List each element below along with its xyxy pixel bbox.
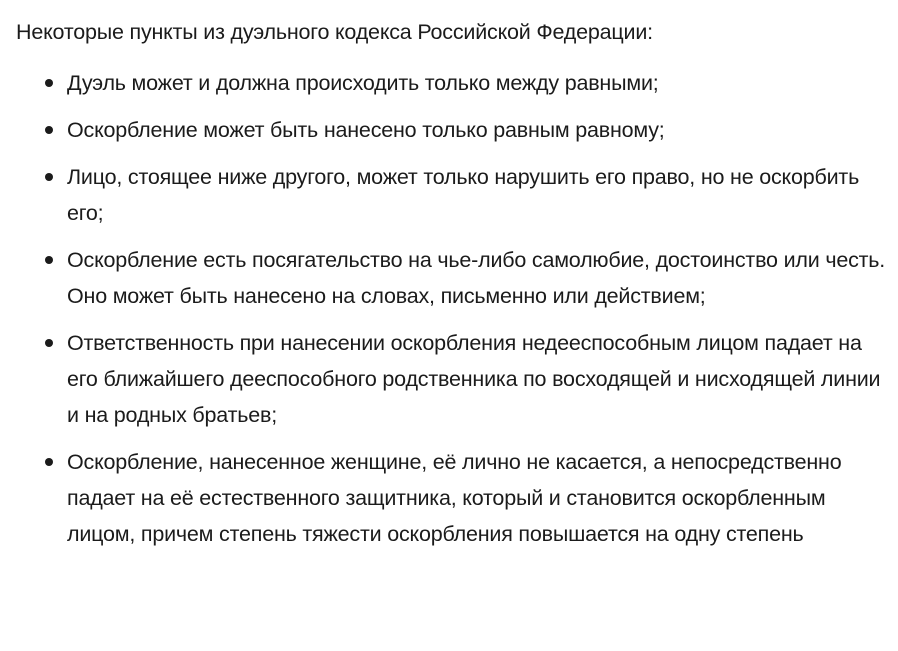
list-item: [16, 159, 898, 231]
list-item-text: Лицо, стоящее ниже другого, может только нарушить его право, но не оскорбить его;: [67, 165, 860, 225]
bullet-icon: [45, 458, 53, 466]
list-item: [16, 242, 898, 314]
list-item-text: Ответственность при нанесении оскорбления недееспособным лицом падает на его ближайшего дееспособного родственника по восходящей и нисходящей линии и на родных братьев;: [67, 331, 881, 427]
bullet-icon: [45, 256, 53, 264]
list-item: [16, 444, 898, 552]
list-item: [16, 65, 898, 101]
list-item-text: Дуэль может и должна происходить только между равными;: [67, 71, 659, 95]
list-item: [16, 112, 898, 148]
duel-code-list: [16, 65, 898, 552]
list-item-text: Оскорбление может быть нанесено только равным равному;: [67, 118, 665, 142]
bullet-icon: [45, 173, 53, 181]
intro-text: Некоторые пункты из дуэльного кодекса Российской Федерации:: [16, 20, 653, 44]
list-item-text: Оскорбление, нанесенное женщине, её лично не касается, а непосредственно падает на её естественного защитника, который и становится оскорбленным лицом, причем степень тяжести оскорбления повышается на одну степень: [67, 450, 842, 546]
list-item: [16, 325, 898, 433]
list-item-text: Оскорбление есть посягательство на чье-либо самолюбие, достоинство или честь. Оно может быть нанесено на словах, письменно или действием;: [67, 248, 886, 308]
bullet-icon: [45, 126, 53, 134]
bullet-icon: [45, 79, 53, 87]
bullet-icon: [45, 339, 53, 347]
